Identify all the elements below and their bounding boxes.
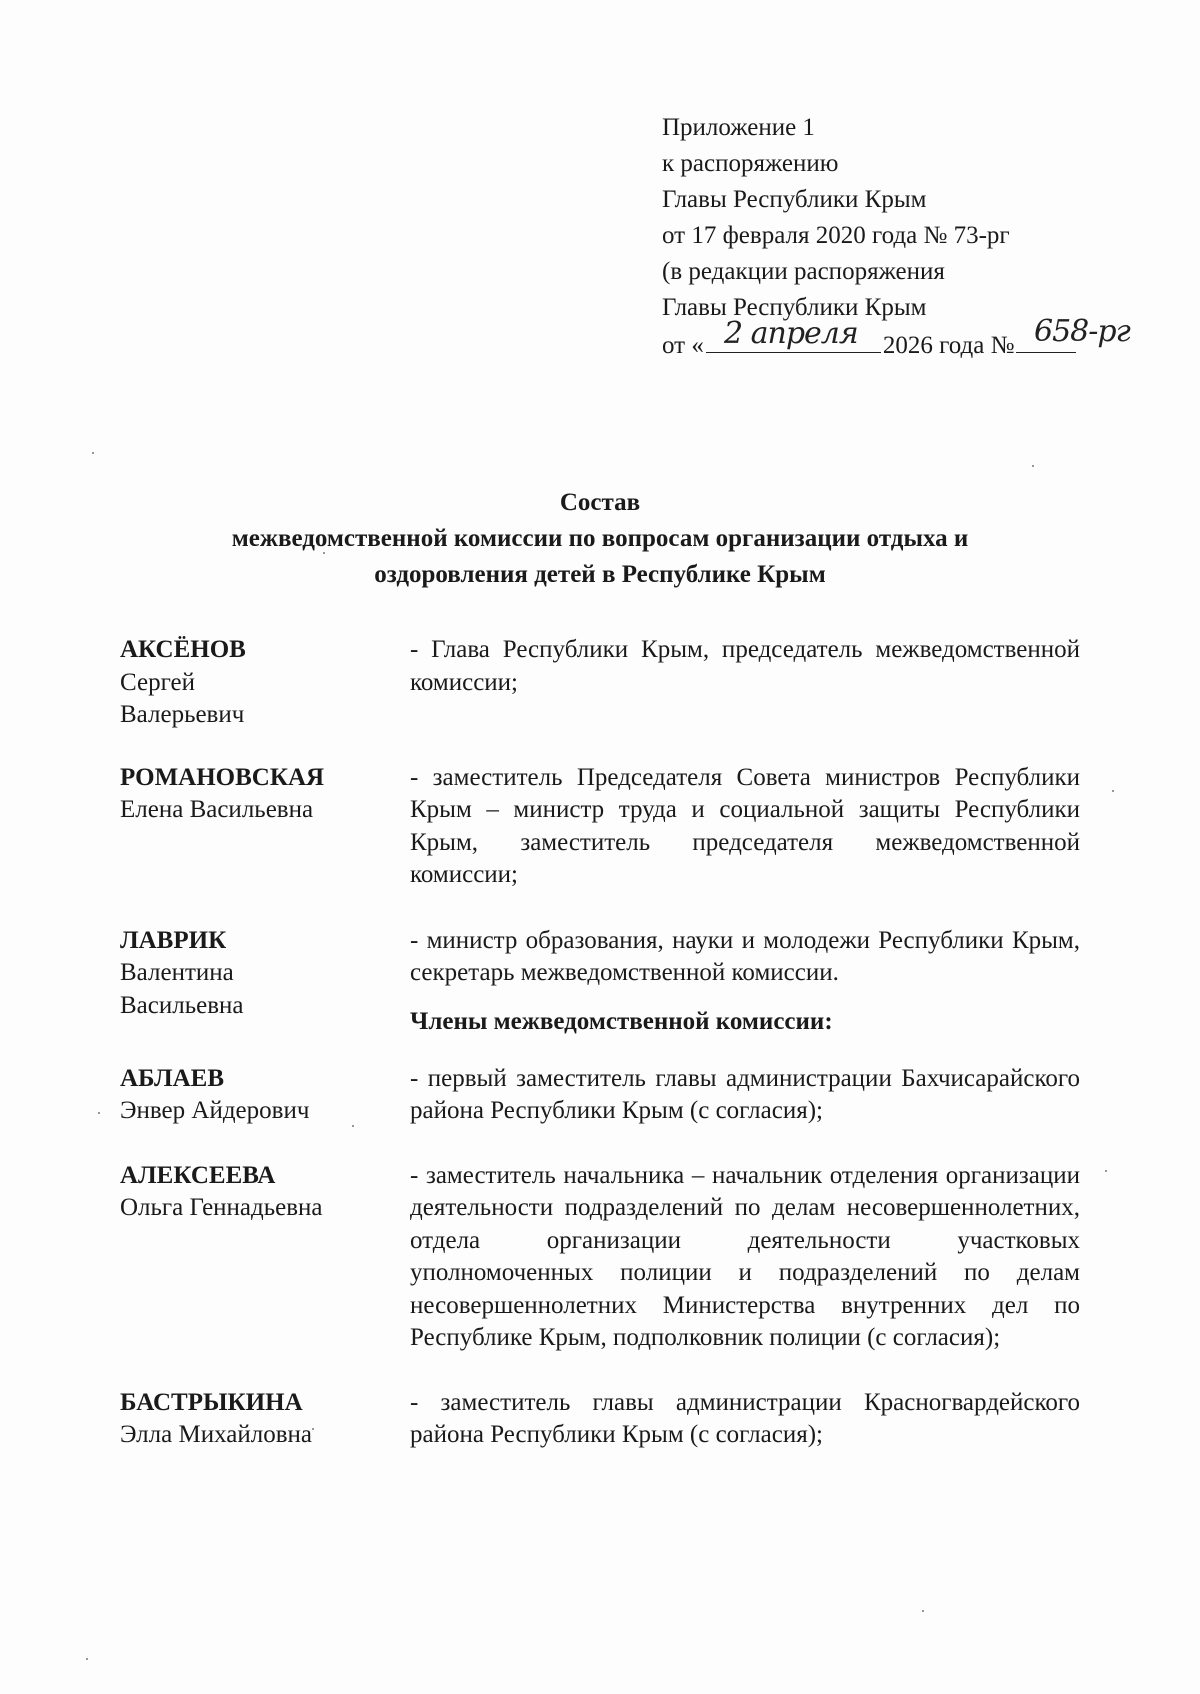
member-row — [120, 1387, 1080, 1452]
member-name — [120, 1063, 410, 1128]
member-position: - первый заместитель главы администрации Бахчисарайского района Республики Крым (с согласия); — [410, 1064, 1080, 1124]
scan-speck — [1112, 790, 1114, 792]
member-position: - заместитель главы администрации Красногвардейского района Республики Крым (с согласия); — [410, 1388, 1080, 1448]
annex-line: от 17 февраля 2020 года № 73-рг — [662, 222, 1010, 249]
member-surname: АКСЁНОВ — [120, 636, 246, 663]
scan-speck — [86, 1658, 88, 1660]
member-given-name: Валентина Васильевна — [120, 959, 244, 1019]
member-given-name: Элла Михайловна — [120, 1421, 312, 1448]
title-line: оздоровления детей в Республике Крым — [374, 561, 826, 588]
annex-date-year: 2026 года № — [882, 332, 1015, 359]
scan-speck — [98, 1112, 100, 1114]
member-name — [120, 925, 410, 1023]
member-row — [120, 1160, 1080, 1355]
member-position: - Глава Республики Крым, председатель межведомственной комиссии; — [410, 636, 1080, 696]
annex-line: Главы Республики Крым — [662, 294, 927, 321]
handwritten-date: 2 апреля — [724, 316, 858, 351]
annex-line: Главы Республики Крым — [662, 186, 927, 213]
member-position: - заместитель Председателя Совета министров Республики Крым – министр труда и социальной защиты Республики Крым, заместитель председателя межведомственной комиссии; — [410, 763, 1080, 888]
scan-speck — [1032, 465, 1034, 467]
title-line: Состав — [559, 489, 641, 516]
member-surname: ЛАВРИК — [120, 926, 227, 954]
scan-speck — [922, 1610, 924, 1612]
member-name — [120, 1160, 410, 1225]
title-line: межведомственной комиссии по вопросам организации отдыха и — [231, 525, 969, 552]
member-surname: РОМАНОВСКАЯ — [120, 763, 325, 791]
member-position: - заместитель начальника – начальник отделения организации деятельности подразделений по делам несовершеннолетних, отдела организации деятельности участковых уполномоченных полиции и подразделений по делам несовершеннолетних Министерства внутренних дел по Республике Крым, подполковник полиции (с согласия); — [410, 1161, 1080, 1351]
members-heading: Члены межведомственной комиссии: — [410, 1008, 833, 1035]
member-name — [120, 762, 410, 827]
annex-line: Приложение 1 — [662, 114, 815, 141]
scan-speck — [1105, 1170, 1107, 1172]
document-title — [120, 485, 1080, 593]
member-given-name: Энвер Айдерович — [120, 1097, 310, 1124]
member-given-name: Ольга Геннадьевна — [120, 1194, 323, 1221]
annex-date-prefix: от « — [662, 332, 704, 359]
annex-line: к распоряжению — [662, 150, 839, 177]
handwritten-number: 658-рг — [1034, 314, 1130, 349]
annex-header — [662, 110, 1130, 364]
member-row — [120, 1063, 1080, 1128]
annex-line: (в редакции распоряжения — [662, 258, 945, 285]
member-name — [120, 1387, 410, 1452]
member-position: - министр образования, науки и молодежи Республики Крым, секретарь межведомственной комиссии. — [410, 926, 1080, 986]
member-surname: АЛЕКСЕЕВА — [120, 1161, 276, 1189]
member-row — [120, 634, 1080, 732]
commission-composition — [120, 634, 1080, 1452]
scan-speck — [92, 452, 94, 454]
annex-date-line — [662, 314, 1130, 364]
member-surname: АБЛАЕВ — [120, 1064, 224, 1092]
member-name — [120, 634, 410, 732]
member-given-name: Елена Васильевна — [120, 796, 314, 823]
member-surname: БАСТРЫКИНА — [120, 1388, 303, 1416]
member-row — [120, 762, 1080, 892]
member-given-name: Сергей Валерьевич — [120, 668, 245, 728]
